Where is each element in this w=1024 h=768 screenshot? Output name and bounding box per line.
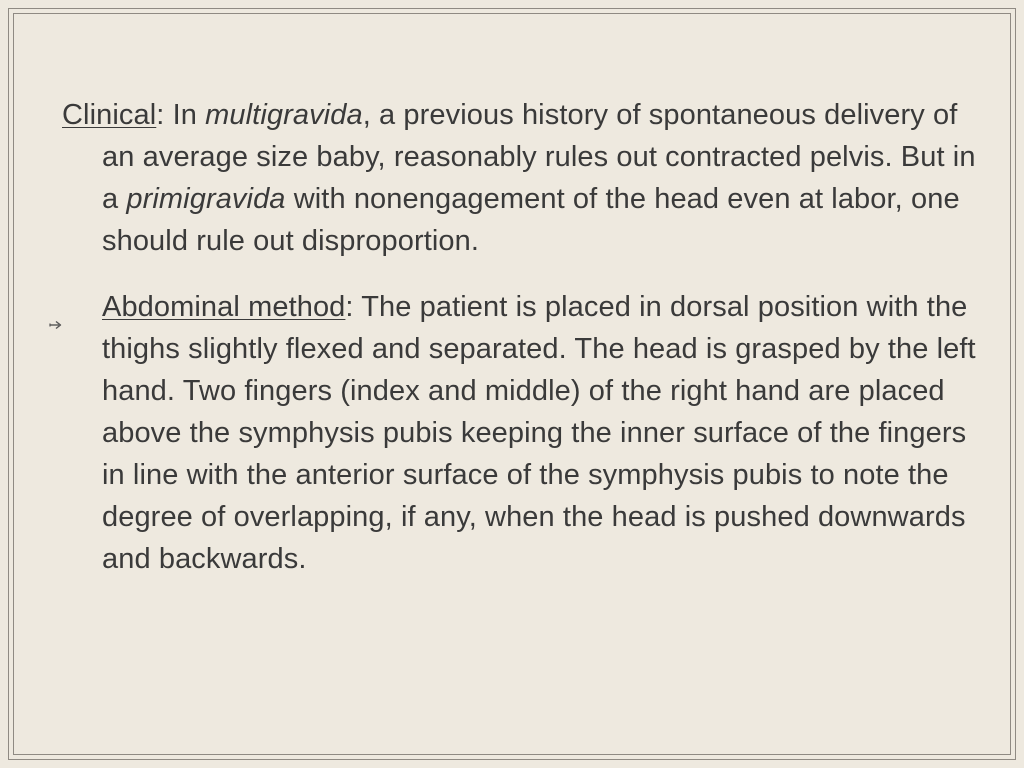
abdominal-method-paragraph (62, 286, 982, 580)
arrow-bullet-icon (49, 301, 63, 313)
clinical-term: Clinical (62, 99, 157, 131)
abdominal-method-term: Abdominal method (102, 291, 346, 323)
multigravida-term: multigravida (205, 99, 363, 131)
clinical-separator: : In (156, 99, 206, 131)
clinical-paragraph (62, 94, 982, 262)
abdominal-method-text: : The patient is placed in dorsal position with the thighs slightly flexed and separated. The head is grasped by the left hand. Two fingers (index and middle) of the right hand are placed above the symphysis pubis keeping the inner surface of the fingers in line with the anterior surface of the symphysis pubis to note the degree of overlapping, if any, when the head is pushed downwards and backwards. (102, 291, 976, 575)
clinical-text-2: with nonengagement of the head even at labor, one should rule out disproportion. (102, 183, 960, 257)
primigravida-term: primigravida (126, 183, 286, 215)
clinical-text-1: , a previous history of spontaneous delivery of an average size baby, reasonably rules out contracted pelvis. But in a (102, 99, 976, 215)
slide-body (62, 94, 982, 580)
